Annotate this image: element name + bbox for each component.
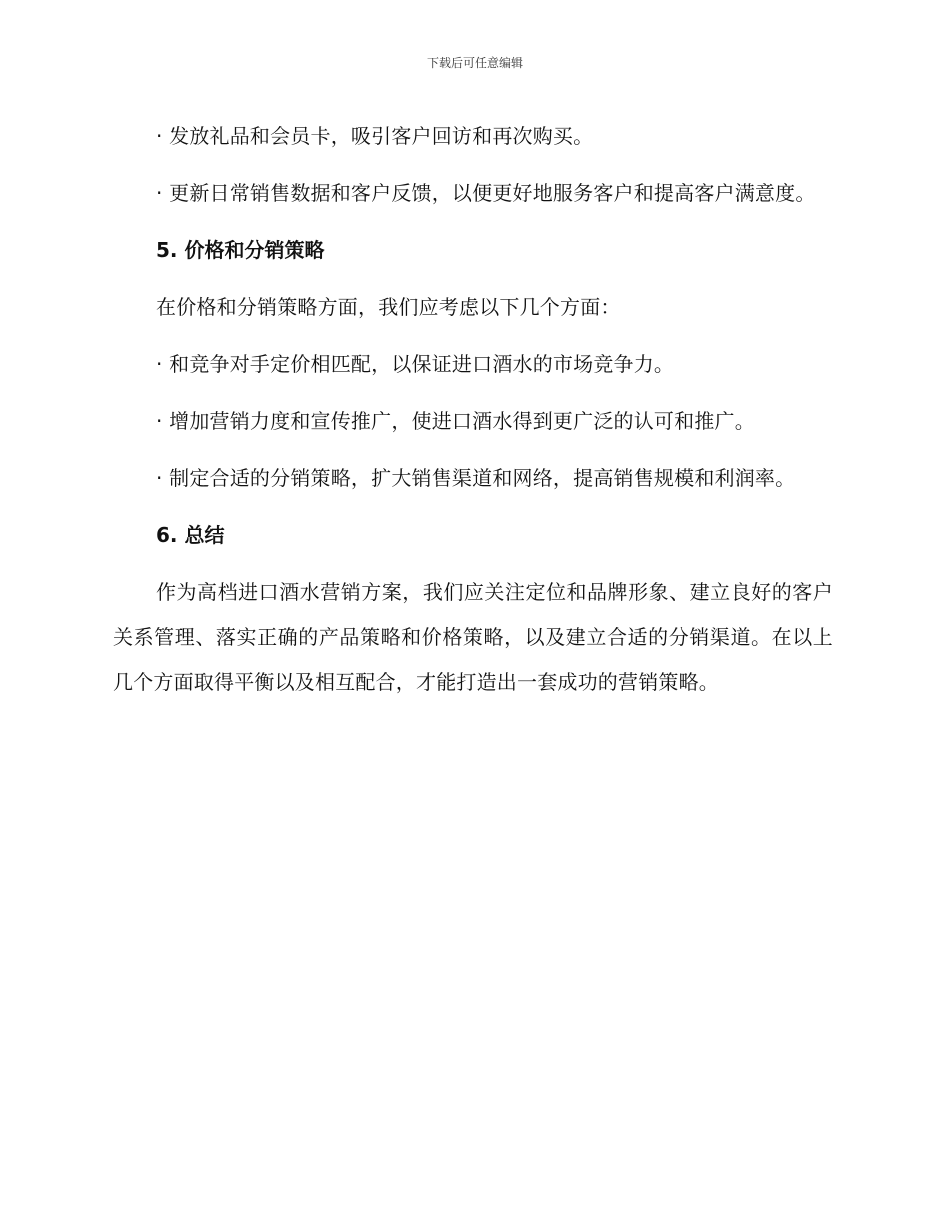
pricing-intro-paragraph: 在价格和分销策略方面，我们应考虑以下几个方面： — [156, 295, 621, 319]
bullet-distribution-strategy: · 制定合适的分销策略，扩大销售渠道和网络，提高销售规模和利润率。 — [156, 466, 796, 490]
section-heading-pricing-distribution: 5. 价格和分销策略 — [156, 238, 325, 262]
section-heading-summary: 6. 总结 — [156, 523, 225, 547]
document-body — [113, 114, 833, 717]
bullet-increase-marketing: · 增加营销力度和宣传推广，使进口酒水得到更广泛的认可和推广。 — [156, 409, 755, 433]
bullet-gifts-membership: · 发放礼品和会员卡，吸引客户回访和再次购买。 — [156, 124, 594, 148]
summary-paragraph: 作为高档进口酒水营销方案，我们应关注定位和品牌形象、建立良好的客户关系管理、落实正确的产品策略和价格策略，以及建立合适的分销渠道。在以上几个方面取得平衡以及相互配合，才能打造出一套成功的营销策略。 — [113, 580, 833, 694]
bullet-match-competitor-pricing: · 和竞争对手定价相匹配，以保证进口酒水的市场竞争力。 — [156, 352, 675, 376]
bullet-update-sales-data: · 更新日常销售数据和客户反馈，以便更好地服务客户和提高客户满意度。 — [156, 181, 816, 205]
header-note: 下载后可任意编辑 — [426, 56, 523, 70]
